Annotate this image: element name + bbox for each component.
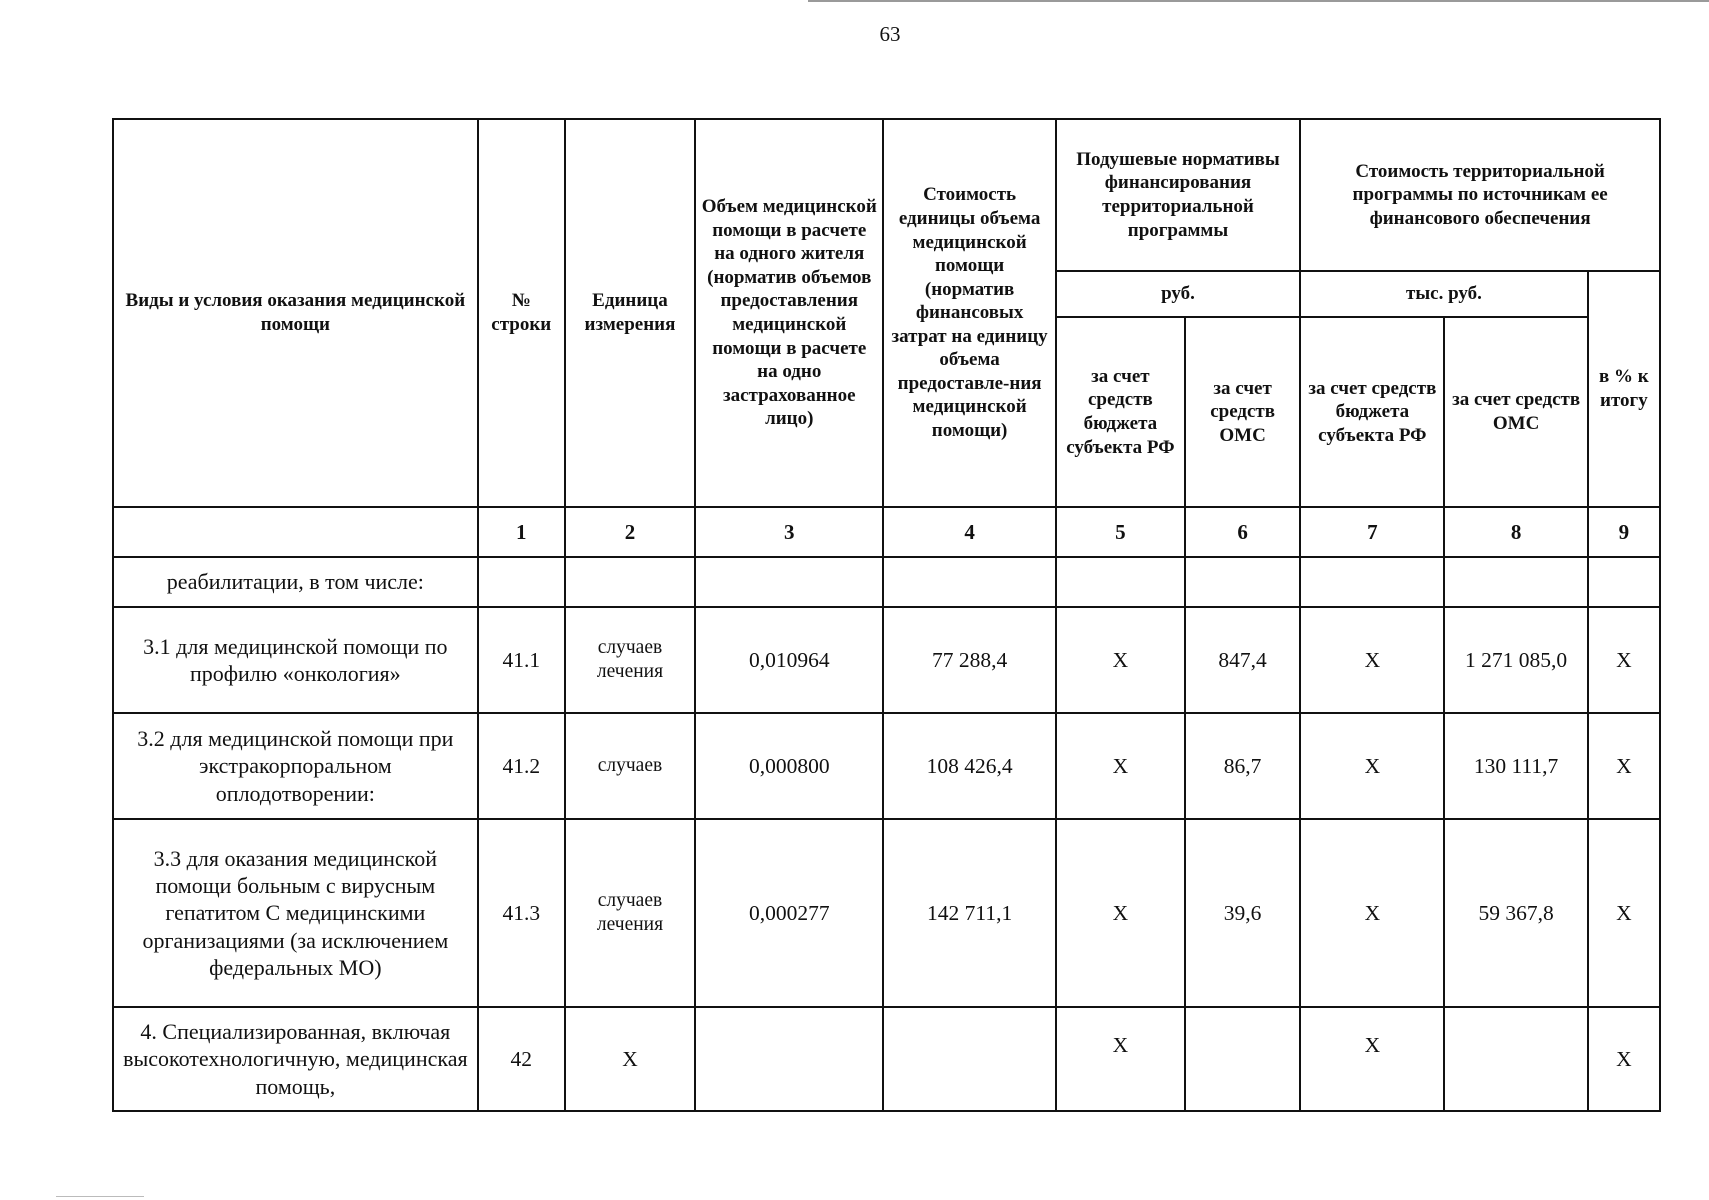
header-oms-rub: за счет средств ОМС: [1185, 317, 1300, 507]
row-oms-thousand: [1444, 557, 1587, 607]
column-number-blank: [113, 507, 478, 557]
table-row: [113, 1007, 1660, 1111]
row-oms-rub: 86,7: [1185, 713, 1300, 819]
row-number: [478, 557, 565, 607]
row-percent: X: [1588, 819, 1660, 1007]
row-name: 3.3 для оказания медицинской помощи больным с вирусным гепатитом С медицинскими организациями (за исключением федеральных МО): [113, 819, 478, 1007]
row-oms-rub: [1185, 557, 1300, 607]
bottom-edge-mark: [56, 1196, 144, 1197]
column-number: 2: [565, 507, 695, 557]
row-oms-rub: 39,6: [1185, 819, 1300, 1007]
row-budget-rub: X: [1056, 1007, 1185, 1111]
row-unit: [565, 557, 695, 607]
row-percent: [1588, 557, 1660, 607]
row-name: 4. Специализированная, включая высокотехнологичную, медицинская помощь,: [113, 1007, 478, 1111]
row-unit: X: [565, 1007, 695, 1111]
column-number-row: [113, 507, 1660, 557]
column-number: 6: [1185, 507, 1300, 557]
row-unit-cost: 142 711,1: [883, 819, 1055, 1007]
row-oms-rub: [1185, 1007, 1300, 1111]
table-row: [113, 557, 1660, 607]
row-number: 41.1: [478, 607, 565, 713]
row-budget-rub: X: [1056, 713, 1185, 819]
row-volume: [695, 1007, 883, 1111]
header-oms-thousand: за счет средств ОМС: [1444, 317, 1587, 507]
row-oms-thousand: 59 367,8: [1444, 819, 1587, 1007]
column-number: 7: [1300, 507, 1444, 557]
column-number: 5: [1056, 507, 1185, 557]
page-number: 63: [879, 22, 901, 46]
financing-table: [112, 118, 1661, 1112]
row-unit: случаев лечения: [565, 819, 695, 1007]
row-unit-cost: [883, 557, 1055, 607]
column-number: 9: [1588, 507, 1660, 557]
row-budget-thousand: X: [1300, 1007, 1444, 1111]
row-oms-rub: 847,4: [1185, 607, 1300, 713]
header-per-capita: Подушевые нормативы финансирования территориальной программы: [1056, 119, 1300, 271]
row-volume: 0,010964: [695, 607, 883, 713]
row-budget-thousand: [1300, 557, 1444, 607]
header-program-cost: Стоимость территориальной программы по источникам ее финансового обеспечения: [1300, 119, 1660, 271]
row-percent: X: [1588, 1007, 1660, 1111]
header-kind: Виды и условия оказания медицинской помощи: [113, 119, 478, 507]
row-percent: X: [1588, 713, 1660, 819]
row-budget-rub: X: [1056, 819, 1185, 1007]
header-budget-rub: за счет средств бюджета субъекта РФ: [1056, 317, 1185, 507]
row-unit-cost: [883, 1007, 1055, 1111]
row-name: 3.1 для медицинской помощи по профилю «онкология»: [113, 607, 478, 713]
row-number: 42: [478, 1007, 565, 1111]
row-unit: случаев лечения: [565, 607, 695, 713]
row-unit-cost: 108 426,4: [883, 713, 1055, 819]
row-number: 41.2: [478, 713, 565, 819]
row-oms-thousand: 1 271 085,0: [1444, 607, 1587, 713]
top-edge-rule: [808, 0, 1709, 2]
column-number: 4: [883, 507, 1055, 557]
row-budget-rub: [1056, 557, 1185, 607]
header-thousand-rub: тыс. руб.: [1300, 271, 1588, 317]
column-number: 8: [1444, 507, 1587, 557]
header-unit-cost: Стоимость единицы объема медицинской помощи (норматив финансовых затрат на единицу объема предоставле-ния медицинской помощи): [883, 119, 1055, 507]
row-volume: 0,000277: [695, 819, 883, 1007]
row-volume: [695, 557, 883, 607]
column-number: 1: [478, 507, 565, 557]
table-row: [113, 713, 1660, 819]
header-volume: Объем медицинской помощи в расчете на одного жителя (норматив объемов предоставления медицинской помощи в расчете на одно застрахованное лицо): [695, 119, 883, 507]
row-budget-thousand: X: [1300, 819, 1444, 1007]
header-unit: Единица измерения: [565, 119, 695, 507]
table-row: [113, 819, 1660, 1007]
row-budget-thousand: X: [1300, 713, 1444, 819]
table-row: [113, 607, 1660, 713]
header-percent: в % к итогу: [1588, 271, 1660, 507]
header-row-number: № строки: [478, 119, 565, 507]
row-budget-rub: X: [1056, 607, 1185, 713]
column-number: 3: [695, 507, 883, 557]
row-budget-thousand: X: [1300, 607, 1444, 713]
row-volume: 0,000800: [695, 713, 883, 819]
row-unit: случаев: [565, 713, 695, 819]
row-percent: X: [1588, 607, 1660, 713]
header-budget-thousand: за счет средств бюджета субъекта РФ: [1300, 317, 1444, 507]
row-unit-cost: 77 288,4: [883, 607, 1055, 713]
row-oms-thousand: 130 111,7: [1444, 713, 1587, 819]
row-number: 41.3: [478, 819, 565, 1007]
header-rub: руб.: [1056, 271, 1300, 317]
row-name: 3.2 для медицинской помощи при экстракорпоральном оплодотворении:: [113, 713, 478, 819]
row-oms-thousand: [1444, 1007, 1587, 1111]
row-name: реабилитации, в том числе:: [113, 557, 478, 607]
